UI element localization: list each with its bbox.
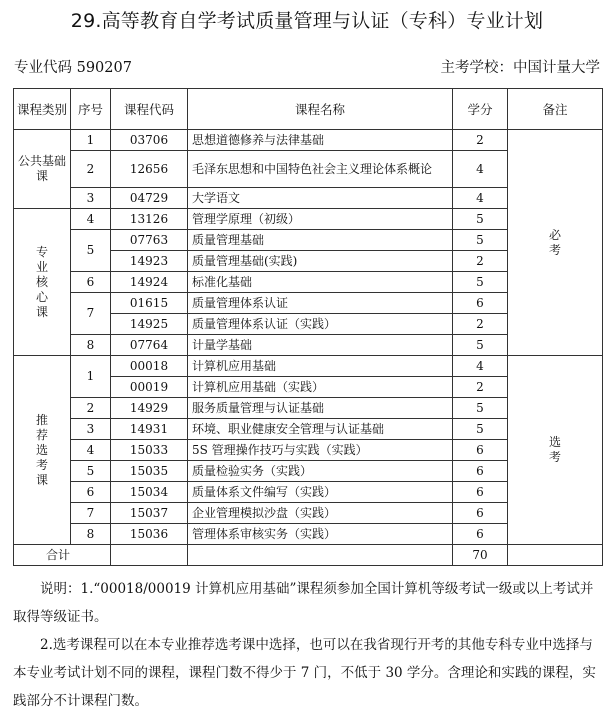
row-name: 企业管理模拟沙盘（实践） (188, 503, 453, 524)
row-credit: 2 (453, 314, 508, 335)
row-name: 质量检验实务（实践） (188, 461, 453, 482)
row-no: 3 (71, 419, 111, 440)
row-name: 管理体系审核实务（实践） (188, 524, 453, 545)
row-no: 6 (71, 482, 111, 503)
row-credit: 5 (453, 209, 508, 230)
row-name: 标准化基础 (188, 272, 453, 293)
header-credit: 学分 (453, 89, 508, 130)
row-name: 质量管理体系认证 (188, 293, 453, 314)
row-credit: 6 (453, 503, 508, 524)
row-code: 03706 (111, 130, 188, 151)
row-code: 15033 (111, 440, 188, 461)
header-name: 课程名称 (188, 89, 453, 130)
table-row (14, 130, 603, 151)
header-code: 课程代码 (111, 89, 188, 130)
table-header-row (14, 89, 603, 130)
row-code: 12656 (111, 151, 188, 188)
note-2: 2.选考课程可以在本专业推荐选考课中选择，也可以在我省现行开考的其他专科专业中选择与本专业考试计划不同的课程，课程门数不得少于 7 门，不低于 30 学分。含理论和实践的课程，实践部分不计课程门数。 (13, 637, 596, 709)
row-no: 7 (71, 293, 111, 335)
notes (13, 575, 603, 715)
row-code: 07763 (111, 230, 188, 251)
category-public: 公共基础课 (14, 130, 71, 209)
row-name: 质量管理基础 (188, 230, 453, 251)
row-credit: 5 (453, 419, 508, 440)
note-1: 说明：1.“00018/00019 计算机应用基础”课程须参加全国计算机等级考试一级或以上考试并取得等级证书。 (13, 581, 594, 625)
row-credit: 5 (453, 398, 508, 419)
row-code: 04729 (111, 188, 188, 209)
row-credit: 6 (453, 293, 508, 314)
row-name: 质量管理基础(实践) (188, 251, 453, 272)
row-credit: 5 (453, 272, 508, 293)
row-credit: 6 (453, 482, 508, 503)
row-no: 7 (71, 503, 111, 524)
row-code: 15037 (111, 503, 188, 524)
row-name: 毛泽东思想和中国特色社会主义理论体系概论 (188, 151, 453, 188)
category-elective: 推荐选考课 (14, 356, 71, 545)
row-code: 14929 (111, 398, 188, 419)
page-title: 29.高等教育自学考试质量管理与认证（专科）专业计划 (70, 10, 544, 32)
row-code: 15036 (111, 524, 188, 545)
row-name: 大学语文 (188, 188, 453, 209)
row-code: 15034 (111, 482, 188, 503)
row-name: 计算机应用基础 (188, 356, 453, 377)
host-school: 主考学校：中国计量大学 (440, 60, 600, 76)
row-code: 00019 (111, 377, 188, 398)
row-credit: 6 (453, 440, 508, 461)
major-code: 专业代码 590207 (14, 60, 132, 76)
row-name: 质量管理体系认证（实践） (188, 314, 453, 335)
row-name: 环境、职业健康安全管理与认证基础 (188, 419, 453, 440)
row-no: 3 (71, 188, 111, 209)
row-code: 14924 (111, 272, 188, 293)
category-core: 专业核心课 (14, 209, 71, 356)
remark-required: 必考 (508, 130, 603, 356)
row-no: 4 (71, 209, 111, 230)
row-no: 8 (71, 335, 111, 356)
course-plan-table (13, 88, 603, 566)
row-code: 15035 (111, 461, 188, 482)
row-credit: 6 (453, 461, 508, 482)
row-credit: 2 (453, 377, 508, 398)
row-code: 14923 (111, 251, 188, 272)
row-code: 07764 (111, 335, 188, 356)
row-name: 质量体系文件编写（实践） (188, 482, 453, 503)
row-name: 计量学基础 (188, 335, 453, 356)
header-category: 课程类别 (14, 89, 71, 130)
total-label: 合计 (14, 545, 111, 566)
row-no: 1 (71, 130, 111, 151)
row-code: 14931 (111, 419, 188, 440)
row-name: 服务质量管理与认证基础 (188, 398, 453, 419)
row-credit: 4 (453, 151, 508, 188)
row-credit: 5 (453, 335, 508, 356)
row-no: 2 (71, 398, 111, 419)
table-row (14, 356, 603, 377)
row-credit: 2 (453, 130, 508, 151)
row-no: 4 (71, 440, 111, 461)
row-credit: 2 (453, 251, 508, 272)
total-row (14, 545, 603, 566)
header-remark: 备注 (508, 89, 603, 130)
row-credit: 6 (453, 524, 508, 545)
row-code: 14925 (111, 314, 188, 335)
row-name: 思想道德修养与法律基础 (188, 130, 453, 151)
row-no: 8 (71, 524, 111, 545)
total-credit: 70 (453, 545, 508, 566)
header-no: 序号 (71, 89, 111, 130)
row-code: 01615 (111, 293, 188, 314)
row-name: 5S 管理操作技巧与实践（实践） (188, 440, 453, 461)
row-no: 5 (71, 230, 111, 272)
remark-elective: 选考 (508, 356, 603, 545)
row-no: 2 (71, 151, 111, 188)
row-code: 13126 (111, 209, 188, 230)
row-no: 1 (71, 356, 111, 398)
row-credit: 4 (453, 356, 508, 377)
row-credit: 4 (453, 188, 508, 209)
row-name: 计算机应用基础（实践） (188, 377, 453, 398)
row-name: 管理学原理（初级） (188, 209, 453, 230)
row-no: 6 (71, 272, 111, 293)
row-code: 00018 (111, 356, 188, 377)
row-credit: 5 (453, 230, 508, 251)
row-no: 5 (71, 461, 111, 482)
